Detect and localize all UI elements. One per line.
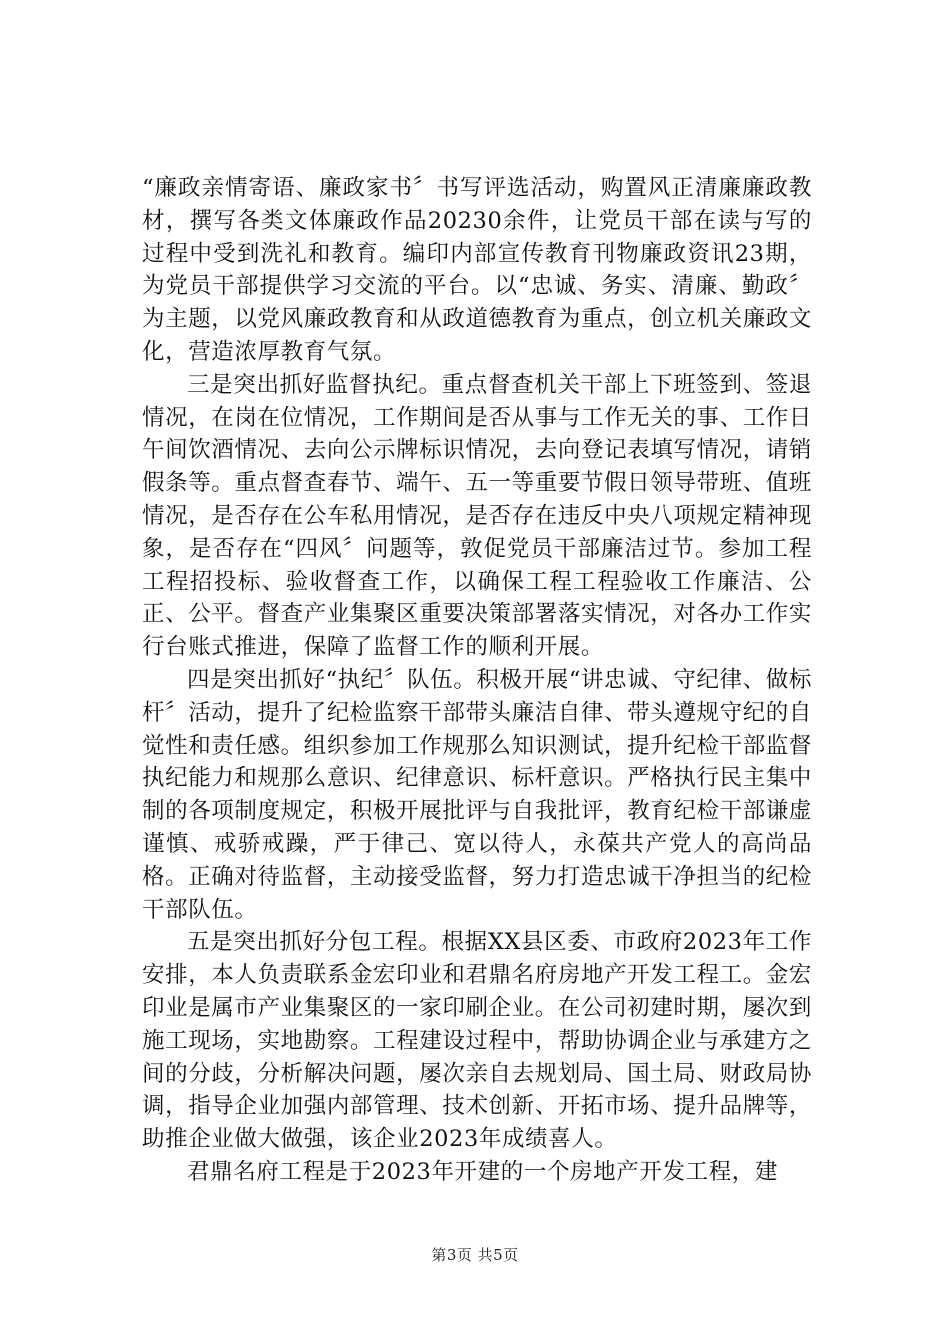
page-footer: 第3页 共5页 — [431, 1246, 519, 1264]
paragraph-junding: 君鼎名府工程是于2023年开建的一个房地产开发工程，建 — [187, 1158, 778, 1185]
paragraph-continuation: “廉政亲情寄语、廉政家书〞书写评选活动，购置风正清廉廉政教材，撰写各类文体廉政作品20230余件，让党员干部在读与写的过程中受到洗礼和教育。编印内部宣传教育刊物廉政资讯23期，为党员干部提供学习交流的平台。以“忠诚、务实、清廉、勤政〞为主题，以党风廉政教育和从政道德教育为重点，创立机关廉政文化，营造浓厚教育气氛。 — [142, 175, 812, 365]
paragraph-projects: 五是突出抓好分包工程。根据XX县区委、市政府2023年工作安排，本人负责联系金宏印业和君鼎名府房地产开发工程工。金宏印业是属市产业集聚区的一家印刷企业。在公司初建时期，屡次到施工现场，实地勘察。工程建设过程中，帮助协调企业与承建方之间的分歧，分析解决问题，屡次亲自去规划局、国土局、财政局协调，指导企业加强内部管理、技术创新、开拓市场、提升品牌等，助推企业做大做强，该企业2023年成绩喜人。 — [142, 929, 812, 1153]
document-body — [142, 172, 812, 1189]
paragraph-team: 四是突出抓好“执纪〞队伍。积极开展“讲忠诚、守纪律、做标杆〞活动，提升了纪检监察干部带头廉洁自律、带头遵规守纪的自觉性和责任感。组织参加工作规那么知识测试，提升纪检干部监督执纪能力和规那么意识、纪律意识、标杆意识。严格执行民主集中制的各项制度规定，积极开展批评与自我批评，教育纪检干部谦虚谨慎、戒骄戒躁，严于律己、宽以待人，永葆共产党人的高尚品格。正确对待监督，主动接受监督，努力打造忠诚干净担当的纪检干部队伍。 — [142, 666, 812, 923]
paragraph-supervision: 三是突出抓好监督执纪。重点督查机关干部上下班签到、签退情况，在岗在位情况，工作期间是否从事与工作无关的事、工作日午间饮酒情况、去向公示牌标识情况，去向登记表填写情况，请销假条等。重点督查春节、端午、五一等重要节假日领导带班、值班情况，是否存在公车私用情况，是否存在违反中央八项规定精神现象，是否存在“四风〞问题等，敦促党员干部廉洁过节。参加工程工程招投标、验收督查工作，以确保工程工程验收工作廉洁、公正、公平。督查产业集聚区重要决策部署落实情况，对各办工作实行台账式推进，保障了监督工作的顺利开展。 — [142, 371, 812, 661]
